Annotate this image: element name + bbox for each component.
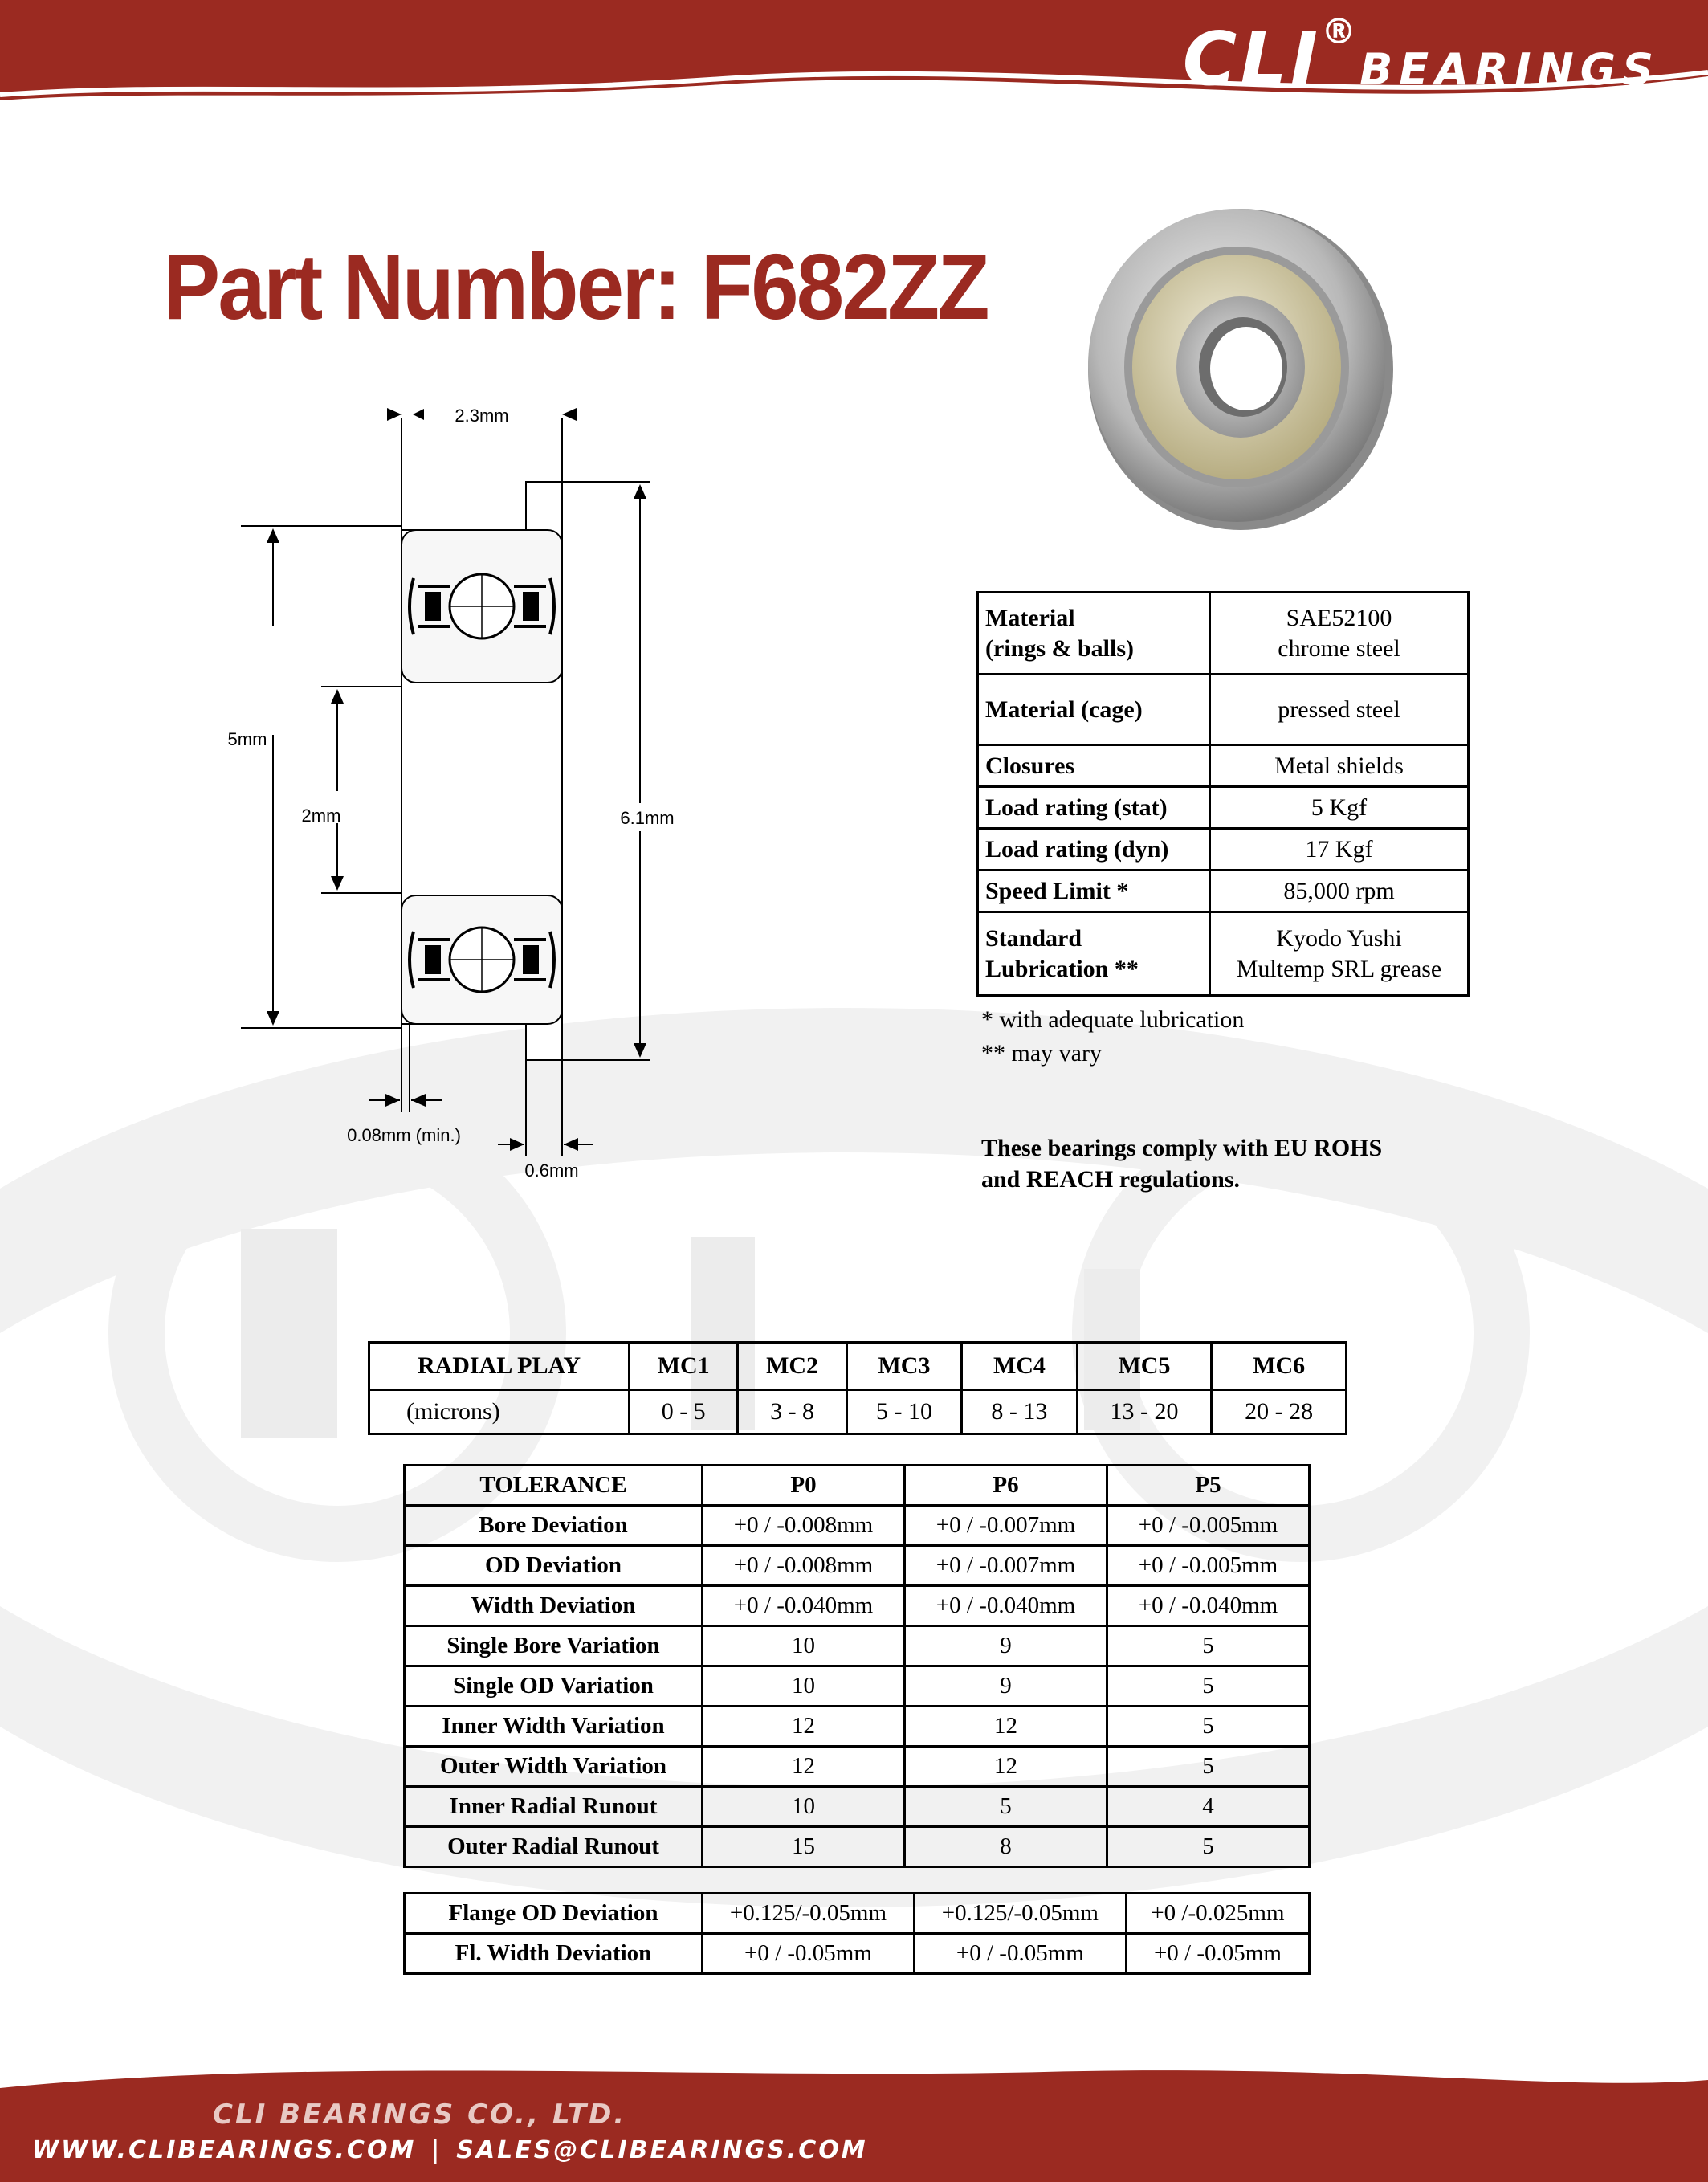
tolerance-cell: 10 <box>703 1626 905 1666</box>
tolerance-row-label: Width Deviation <box>405 1586 703 1626</box>
spec-row <box>978 871 1469 912</box>
logo-registered-mark: ® <box>1321 11 1360 52</box>
spec-row <box>978 829 1469 871</box>
footer-contact <box>32 2136 883 2164</box>
tolerance-row <box>405 1586 1310 1626</box>
logo-main: CLI <box>1182 16 1322 102</box>
tolerance-cell: 12 <box>703 1747 905 1787</box>
radial-play-value: 20 - 28 <box>1212 1390 1347 1434</box>
page-title: Part Number: F682ZZ <box>163 235 988 339</box>
radial-play-value: 13 - 20 <box>1077 1390 1212 1434</box>
tolerance-class: P5 <box>1107 1466 1310 1506</box>
tolerance-row <box>405 1747 1310 1787</box>
tolerance-row-label: Outer Width Variation <box>405 1747 703 1787</box>
tolerance-cell: 12 <box>905 1747 1107 1787</box>
flange-cell: +0 /-0.025mm <box>1126 1894 1309 1934</box>
brand-logo <box>1182 11 1660 102</box>
radial-play-values <box>369 1390 1347 1434</box>
tolerance-cell: 5 <box>1107 1666 1310 1707</box>
flange-row-label: Fl. Width Deviation <box>405 1934 703 1974</box>
tolerance-row <box>405 1787 1310 1827</box>
tolerance-row <box>405 1707 1310 1747</box>
radial-play-table <box>368 1341 1347 1435</box>
tolerance-row-label: Bore Deviation <box>405 1506 703 1546</box>
technical-drawing <box>209 385 707 1197</box>
radial-play-col: MC6 <box>1212 1343 1347 1390</box>
tolerance-cell: +0 / -0.005mm <box>1107 1546 1310 1586</box>
radial-play-col: MC2 <box>738 1343 846 1390</box>
dim-width-label: 2.3mm <box>455 406 509 426</box>
tolerance-row-label: Single Bore Variation <box>405 1626 703 1666</box>
tolerance-cell: +0 / -0.008mm <box>703 1546 905 1586</box>
tolerance-row <box>405 1506 1310 1546</box>
tolerance-class: P0 <box>703 1466 905 1506</box>
radial-play-col: MC1 <box>630 1343 738 1390</box>
spec-key: Standard Lubrication ** <box>978 912 1210 996</box>
spec-value: 5 Kgf <box>1210 787 1469 829</box>
radial-play-value: 8 - 13 <box>962 1390 1077 1434</box>
spec-key: Material (rings & balls) <box>978 593 1210 675</box>
tolerance-row-label: Outer Radial Runout <box>405 1827 703 1867</box>
tolerance-row-label: Inner Radial Runout <box>405 1787 703 1827</box>
spec-value: pressed steel <box>1210 675 1469 745</box>
radial-play-value: 5 - 10 <box>846 1390 961 1434</box>
tolerance-row-label: OD Deviation <box>405 1546 703 1586</box>
tolerance-cell: +0 / -0.040mm <box>703 1586 905 1626</box>
tolerance-cell: 5 <box>1107 1747 1310 1787</box>
spec-key: Material (cage) <box>978 675 1210 745</box>
tolerance-cell: 5 <box>905 1787 1107 1827</box>
tolerance-row <box>405 1546 1310 1586</box>
radial-play-col: MC5 <box>1077 1343 1212 1390</box>
spec-key: Load rating (dyn) <box>978 829 1210 871</box>
spec-key: Closures <box>978 745 1210 787</box>
compliance-text-2: and REACH regulations. <box>981 1166 1241 1193</box>
spec-value: 85,000 rpm <box>1210 871 1469 912</box>
tolerance-cell: 15 <box>703 1827 905 1867</box>
footer-email-link[interactable]: SALES@CLIBEARINGS.COM <box>456 2136 868 2164</box>
tolerance-cell: 9 <box>905 1666 1107 1707</box>
tolerance-cell: +0 / -0.040mm <box>1107 1586 1310 1626</box>
spec-key: Speed Limit * <box>978 871 1210 912</box>
spec-table <box>976 591 1470 997</box>
tolerance-cell: 5 <box>1107 1707 1310 1747</box>
tolerance-row <box>405 1626 1310 1666</box>
logo-sub: BEARINGS <box>1359 44 1660 95</box>
tolerance-cell: +0 / -0.007mm <box>905 1506 1107 1546</box>
tolerance-cell: +0 / -0.008mm <box>703 1506 905 1546</box>
dim-od-label: 5mm <box>227 729 267 749</box>
tolerance-cell: 12 <box>703 1707 905 1747</box>
radial-play-title: RADIAL PLAY <box>369 1343 630 1390</box>
tolerance-cell: +0 / -0.007mm <box>905 1546 1107 1586</box>
flange-cell: +0 / -0.05mm <box>703 1934 915 1974</box>
flange-row-label: Flange OD Deviation <box>405 1894 703 1934</box>
radial-play-col: MC3 <box>846 1343 961 1390</box>
spec-row <box>978 787 1469 829</box>
tolerance-cell: 9 <box>905 1626 1107 1666</box>
radial-play-col: MC4 <box>962 1343 1077 1390</box>
spec-value: SAE52100 chrome steel <box>1210 593 1469 675</box>
tolerance-row <box>405 1827 1310 1867</box>
tolerance-cell: 10 <box>703 1787 905 1827</box>
footer-company: CLI BEARINGS CO., LTD. <box>213 2098 627 2131</box>
tolerance-cell: 12 <box>905 1707 1107 1747</box>
tolerance-table <box>403 1464 1311 1868</box>
tolerance-cell: 8 <box>905 1827 1107 1867</box>
dim-bore-label: 2mm <box>301 806 341 826</box>
radial-play-header <box>369 1343 1347 1390</box>
tolerance-cell: 4 <box>1107 1787 1310 1827</box>
spec-value: 17 Kgf <box>1210 829 1469 871</box>
flange-cell: +0.125/-0.05mm <box>703 1894 915 1934</box>
tolerance-header <box>405 1466 1310 1506</box>
footer-website-link[interactable]: WWW.CLIBEARINGS.COM <box>32 2136 417 2164</box>
spec-value: Metal shields <box>1210 745 1469 787</box>
note-may-vary: ** may vary <box>981 1040 1102 1067</box>
flange-cell: +0.125/-0.05mm <box>914 1894 1126 1934</box>
flange-cell: +0 / -0.05mm <box>1126 1934 1309 1974</box>
radial-play-unit: (microns) <box>369 1390 630 1434</box>
tolerance-cell: +0 / -0.040mm <box>905 1586 1107 1626</box>
radial-play-value: 3 - 8 <box>738 1390 846 1434</box>
spec-row <box>978 593 1469 675</box>
dim-flange-od-label: 6.1mm <box>620 808 675 828</box>
compliance-text-1: These bearings comply with EU ROHS <box>981 1135 1383 1161</box>
tolerance-row-label: Single OD Variation <box>405 1666 703 1707</box>
tolerance-cell: +0 / -0.005mm <box>1107 1506 1310 1546</box>
spec-row <box>978 912 1469 996</box>
spec-row <box>978 675 1469 745</box>
tolerance-title: TOLERANCE <box>405 1466 703 1506</box>
footer-separator: | <box>430 2136 442 2164</box>
dim-flange-width-label: 0.6mm <box>524 1160 579 1181</box>
flange-row <box>405 1894 1310 1934</box>
tolerance-row-label: Inner Width Variation <box>405 1707 703 1747</box>
radial-play-value: 0 - 5 <box>630 1390 738 1434</box>
tolerance-class: P6 <box>905 1466 1107 1506</box>
tolerance-cell: 10 <box>703 1666 905 1707</box>
note-lubrication: * with adequate lubrication <box>981 1006 1245 1033</box>
tolerance-row <box>405 1666 1310 1707</box>
spec-row <box>978 745 1469 787</box>
spec-key: Load rating (stat) <box>978 787 1210 829</box>
tolerance-cell: 5 <box>1107 1626 1310 1666</box>
tolerance-cell: 5 <box>1107 1827 1310 1867</box>
bearing-photo <box>1076 197 1397 534</box>
spec-value: Kyodo Yushi Multemp SRL grease <box>1210 912 1469 996</box>
flange-cell: +0 / -0.05mm <box>914 1934 1126 1974</box>
dim-chamfer-label: 0.08mm (min.) <box>347 1125 461 1145</box>
flange-row <box>405 1934 1310 1974</box>
flange-tolerance-table <box>403 1892 1311 1975</box>
